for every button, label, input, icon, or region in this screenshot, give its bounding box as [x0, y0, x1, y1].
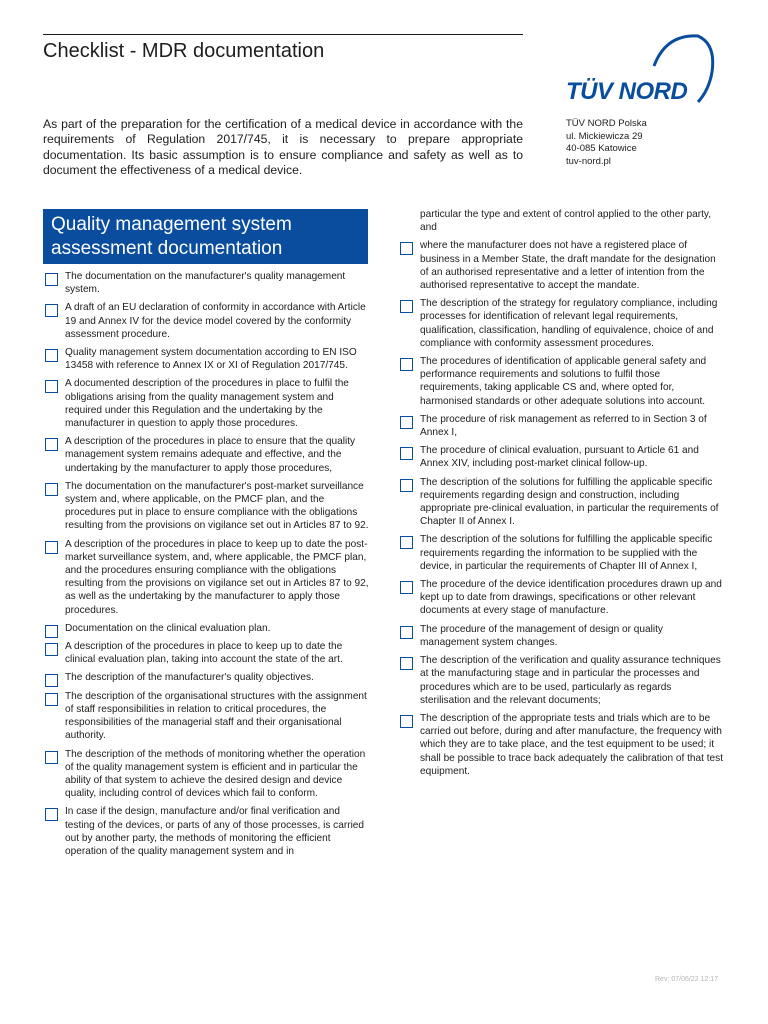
section-heading: [43, 209, 368, 264]
checklist-item-text: The description of the solutions for fulfilling the applicable specific requirements regarding the information to be supplied with the device, in particular the requirements of Chapter III of Annex I,: [420, 534, 713, 572]
checklist-item: [398, 623, 724, 649]
company-city: 40-085 Katowice: [566, 143, 637, 154]
checkbox[interactable]: [400, 447, 413, 460]
checklist-item-text: The description of the solutions for fulfilling the applicable specific requirements regarding design and construction, including appropriate pre-clinical evaluation, in particular the requirements of Chapter II of Annex I.: [420, 476, 719, 528]
section-heading-line2: assessment documentation: [51, 238, 283, 259]
checkbox[interactable]: [45, 273, 58, 286]
checklist-left-column: [43, 270, 369, 863]
checklist-item-text: In case if the design, manufacture and/or final verification and testing of the devices, or parts of any of those processes, is carried out by another party, the methods of monitoring the efficient operation of the quality management system and in: [65, 806, 365, 857]
checklist-item: [398, 239, 724, 292]
continued-text: particular the type and extent of control applied to the other party, and: [420, 209, 712, 234]
checklist-item: [43, 748, 369, 801]
header-rule: [43, 34, 523, 35]
checklist-item: [43, 435, 369, 475]
checkbox[interactable]: [45, 349, 58, 362]
checklist-item-text: A description of the procedures in place to keep up to date the clinical evaluation plan, taking into account the state of the art.: [65, 641, 343, 666]
checklist-item-text: Documentation on the clinical evaluation plan.: [65, 622, 271, 634]
checklist-item: [43, 640, 369, 666]
checklist-right-items: [398, 239, 724, 778]
checklist-item: [43, 538, 369, 617]
checklist-item-text: The documentation on the manufacturer's quality management system.: [65, 271, 346, 296]
page-title: Checklist - MDR documentation: [43, 40, 325, 62]
checkbox[interactable]: [400, 416, 413, 429]
checklist-item: [398, 297, 724, 350]
checkbox[interactable]: [400, 242, 413, 255]
checkbox[interactable]: [400, 657, 413, 670]
checklist-item: [398, 413, 724, 439]
checklist-item-text: A documented description of the procedures in place to fulfil the obligations arising from the quality management system and required under this Regulation and the undertaking by the manufacturer in question to apply those procedures.: [65, 378, 349, 430]
company-street: ul. Mickiewicza 29: [566, 130, 643, 142]
checkbox[interactable]: [400, 479, 413, 492]
checkbox[interactable]: [400, 536, 413, 549]
checkbox[interactable]: [45, 380, 58, 393]
checklist-item-text: A description of the procedures in place to keep up to date the post-market surveillance system, and, where applicable, the PMCF plan, and the procedures ensuring compliance with the obligations resulting from the provisions on vigilance set out in Articles 87 to 92, as well as the undertaking by the manufacturer to apply those procedures.: [65, 538, 369, 616]
company-name: TÜV NORD Polska: [566, 118, 647, 129]
intro-paragraph: As part of the preparation for the certification of a medical device in accordance with the requirements of Regulation 2017/745, it is necessary to prepare appropriate documentation. Its basic assumption is to ensure compliance and safety as well as to document the effectiveness of a medical device.: [43, 117, 523, 178]
checklist-item: [43, 346, 369, 372]
checkbox[interactable]: [45, 643, 58, 656]
checklist-item-text: Quality management system documentation according to EN ISO 13458 with reference to Annex IX or XI of Regulation 2017/745.: [65, 347, 357, 372]
checklist-item: [43, 480, 369, 533]
checklist-item: [398, 533, 724, 573]
checkbox[interactable]: [400, 300, 413, 313]
checklist-item-text: A draft of an EU declaration of conformity in accordance with Article 19 and Annex IV for the device model covered by the conformity assessment procedure.: [65, 302, 366, 340]
checkbox[interactable]: [45, 625, 58, 638]
checklist-item-text: The documentation on the manufacturer's post-market surveillance system and, where applicable, on the PMCF plan, and the procedures put in place to ensure compliance with the obligations resulting from the provisions on vigilance set out in Articles 87 to 92.: [65, 480, 369, 532]
checklist-item: [43, 270, 369, 296]
checklist-item: [398, 578, 724, 618]
checklist-item-text: The description of the methods of monitoring whether the operation of the quality management system is efficient and in particular the ability of that system to achieve the desired design and device quality, including control of devices which fail to conform.: [65, 748, 366, 800]
checkbox[interactable]: [45, 304, 58, 317]
section-heading-line1: Quality management system: [51, 214, 292, 235]
checklist-item-text: The procedures of identification of applicable general safety and performance requirements and solutions to fulfil those requirements, taking applicable CS and, where opted for, harmonised standards or other adequate solutions into account.: [420, 356, 707, 407]
checklist-item-text: The description of the manufacturer's quality objectives.: [65, 672, 314, 684]
checkbox[interactable]: [45, 483, 58, 496]
checklist-item: [43, 671, 369, 684]
checklist-item: [43, 622, 369, 635]
checklist-right-column: [398, 208, 724, 783]
checkbox[interactable]: [400, 358, 413, 371]
checkbox[interactable]: [45, 438, 58, 451]
checklist-item-text: The description of the strategy for regulatory compliance, including processes for identification of relevant legal requirements, qualification, classification, handling of equivalence, choice of and compliance with conformity assessment procedures.: [420, 298, 718, 349]
company-website: tuv-nord.pl: [566, 155, 611, 167]
checklist-item-text: The description of the appropriate tests and trials which are to be carried out before, during and after manufacture, the frequency with which they are to take place, and the test equipment to be used; it shall be possible to trace back adequately the calibration of that test equipment.: [420, 712, 723, 777]
checkbox[interactable]: [45, 541, 58, 554]
checklist-item: [398, 712, 724, 778]
checkbox[interactable]: [45, 751, 58, 764]
checklist-item-text: The procedure of the device identification procedures drawn up and kept up to date from drawings, specifications or other relevant documents at every stage of manufacture.: [420, 579, 722, 617]
checklist-item: [43, 805, 369, 858]
checkbox[interactable]: [45, 674, 58, 687]
checkbox[interactable]: [45, 693, 58, 706]
checkbox[interactable]: [400, 715, 413, 728]
checklist-item-text: The description of the organisational structures with the assignment of staff responsibilities in relation to critical procedures, the responsibilities of the managerial staff and their organisational authority.: [65, 690, 367, 742]
checklist-item-text: The procedure of risk management as referred to in Section 3 of Annex I,: [420, 413, 707, 439]
checkbox[interactable]: [45, 808, 58, 821]
checklist-item-text: The procedure of clinical evaluation, pursuant to Article 61 and Annex XIV, including post-market clinical follow-up.: [420, 445, 699, 470]
checkbox[interactable]: [400, 581, 413, 594]
checklist-item-text: where the manufacturer does not have a registered place of business in a Member State, the draft mandate for the designation of an authorised representative and a letter of intention from the authorised representative to accept the mandate.: [420, 240, 716, 292]
company-address: [566, 118, 647, 168]
checklist-item-text: The description of the verification and quality assurance techniques at the manufacturing stage and in particular the processes and procedures which are to be used, particularly as regards sterilisation and the relevant documents;: [420, 655, 721, 706]
checklist-item: [398, 476, 724, 529]
checklist-item: [398, 654, 724, 707]
checklist-item: [43, 301, 369, 341]
logo-text: TÜV NORD: [566, 78, 688, 105]
checklist-item: [398, 444, 724, 470]
checklist-item: [43, 377, 369, 430]
checklist-item: [43, 690, 369, 743]
checkbox[interactable]: [400, 626, 413, 639]
revision-footer: Rev: 07/06/22 12:17: [655, 976, 719, 983]
checklist-item-text: The procedure of the management of design or quality management system changes.: [420, 623, 663, 648]
checklist-item-text: A description of the procedures in place to ensure that the quality management system remains adequate and effective, and the undertaking by the manufacturer to apply those procedures,: [65, 436, 356, 474]
checklist-item: [398, 355, 724, 408]
